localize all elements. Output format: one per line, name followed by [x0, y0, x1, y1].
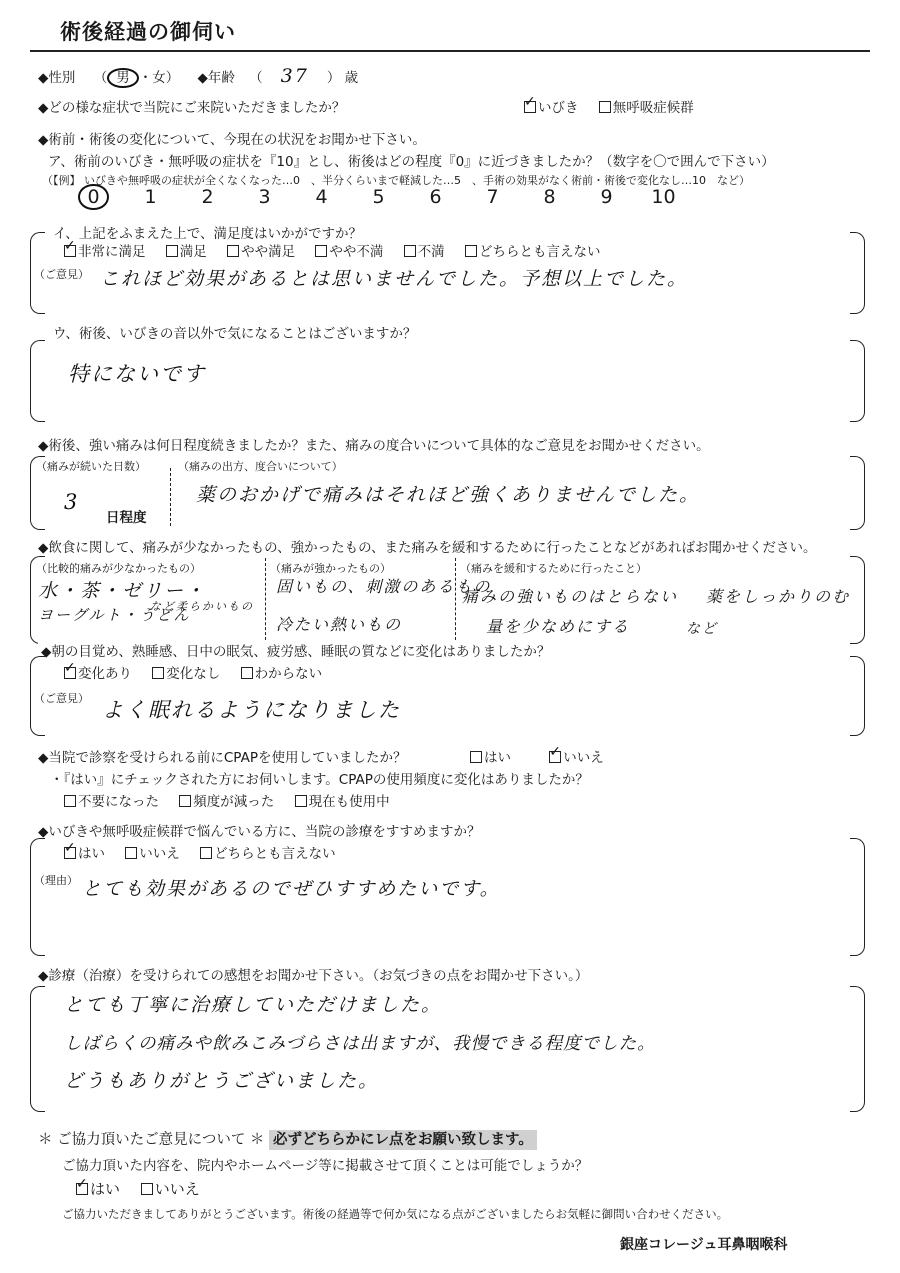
q-change-sub-a: ア、術前のいびき・無呼吸の症状を『10』とし、術後はどの程度『0』に近づきましたか？（数字を〇で囲んで下さい）: [48, 154, 775, 170]
food-strong-label: （痛みが強かったもの）: [270, 562, 391, 575]
scale-3[interactable]: 3: [258, 186, 271, 208]
scale-8[interactable]: 8: [543, 186, 556, 208]
checkbox-recommend-no[interactable]: いいえ: [125, 846, 180, 862]
checkbox-recommend-yes[interactable]: ✓はい: [64, 846, 105, 862]
scale-7[interactable]: 7: [486, 186, 499, 208]
food-strong-line2[interactable]: 冷たい熱いもの: [276, 615, 403, 634]
satisfaction-options: [64, 240, 616, 260]
page-title: 術後経過の御伺い: [60, 20, 236, 44]
checkbox-cpap-no[interactable]: ✓ いいえ: [549, 750, 604, 766]
sleep-options: [64, 662, 338, 682]
title-underline: [30, 50, 870, 52]
q-other-text: ウ、術後、いびきの音以外で気になることはございますか？: [50, 322, 419, 342]
q-change-text: ◆術前・術後の変化について、今現在の状況をお聞かせ下さい。: [38, 132, 426, 148]
food-box-right: [850, 556, 865, 644]
sleep-comment-label: （ご意見）: [34, 692, 89, 705]
checkbox-cpap-yes[interactable]: はい: [470, 750, 511, 766]
satisfaction-box-right: [850, 232, 865, 314]
profile-row: ◆性別 （ 男 ・女） ◆年齢 （ 37 ） 歳: [38, 65, 359, 87]
checkbox-neither[interactable]: どちらとも言えない: [465, 244, 601, 260]
checkbox-dissatisfied[interactable]: 不満: [404, 244, 445, 260]
cpap-sub-options: [64, 790, 406, 810]
checkbox-no-change[interactable]: 変化なし: [152, 666, 220, 682]
checkbox-somewhat-satisfied[interactable]: やや満足: [227, 244, 295, 260]
other-answer[interactable]: 特にないです: [68, 362, 206, 386]
scale-2[interactable]: 2: [201, 186, 214, 208]
sleep-box-right: [850, 656, 865, 736]
food-relief-line4[interactable]: など: [686, 621, 718, 637]
checkbox-changed[interactable]: ✓変化あり: [64, 666, 132, 682]
food-less-line1[interactable]: 水・茶・ゼリー・: [38, 580, 207, 602]
age-value[interactable]: 37: [280, 65, 309, 87]
checkbox-not-needed[interactable]: 不要になった: [64, 794, 159, 810]
severity-scale: [65, 186, 692, 208]
q-symptom-text: ◆どの様な症状で当院にご来院いただきましたか？: [38, 100, 346, 116]
checkbox-snoring[interactable]: ✓ いびき: [524, 100, 579, 116]
pain-days-suffix: 日程度: [106, 510, 147, 526]
cpap-options: [470, 746, 620, 766]
checkbox-less-frequent[interactable]: 頻度が減った: [179, 794, 274, 810]
checkbox-unknown[interactable]: わからない: [241, 666, 323, 682]
pain-degree-answer[interactable]: 薬のおかげで痛みはそれほど強くありませんでした。: [196, 484, 701, 506]
satisfaction-comment[interactable]: これほど効果があるとは思いませんでした。予想以上でした。: [100, 268, 689, 290]
q-satisfaction-text: イ、上記をふまえた上で、満足度はいかがですか？: [50, 222, 365, 242]
q-cpap-text: ◆当院で診察を受けられる前にCPAPを使用していましたか？: [38, 750, 407, 766]
food-relief-line2[interactable]: 量を少なめにする: [486, 617, 631, 636]
checkbox-still-using[interactable]: 現在も使用中: [295, 794, 390, 810]
q-pain-text: ◆術後、強い痛みは何日程度続きましたか？また、痛みの度合いについて具体的なご意見をお聞かせください。: [38, 438, 710, 454]
checkbox-consent-no[interactable]: いいえ: [141, 1180, 200, 1198]
pain-box-right: [850, 456, 865, 530]
checkbox-somewhat-dissatisfied[interactable]: やや不満: [315, 244, 383, 260]
recommend-options: [64, 842, 352, 862]
pain-divider: [170, 468, 171, 526]
scale-6[interactable]: 6: [429, 186, 442, 208]
age-label: ◆年齢: [197, 70, 235, 86]
food-strong-line1[interactable]: 固いもの、刺激のあるもの: [276, 577, 492, 596]
sleep-comment[interactable]: よく眠れるようになりました: [102, 698, 401, 722]
clinic-name: 銀座コレージュ耳鼻咽喉科: [620, 1237, 788, 1253]
impression-line-3[interactable]: どうもありがとうございました。: [64, 1070, 380, 1092]
recommend-box-right: [850, 838, 865, 956]
checkbox-icon: [599, 101, 611, 113]
scale-1[interactable]: 1: [144, 186, 157, 208]
satisfaction-comment-label: （ご意見）: [34, 268, 89, 281]
food-divider-1: [265, 558, 266, 640]
consent-heading: ＊ ご協力頂いたご意見について ＊ 必ずどちらかにレ点をお願い致します。: [38, 1128, 537, 1149]
impression-line-1[interactable]: とても丁寧に治療していただけました。: [64, 994, 443, 1016]
pain-days-value[interactable]: 3: [64, 490, 80, 514]
consent-heading-emphasis: 必ずどちらかにレ点をお願い致します。: [269, 1130, 537, 1150]
recommend-reason-label: （理由）: [34, 874, 78, 887]
food-relief-line3[interactable]: 薬をしっかりのむ: [706, 587, 851, 606]
pain-degree-label: （痛みの出方、度合いについて）: [178, 460, 343, 473]
footer-thanks: ご協力いただきましてありがとうございます。術後の経過等で何か気になる点がございましたらお気軽に御問い合わせください。: [62, 1207, 729, 1221]
recommend-reason[interactable]: とても効果があるのでぜひすすめたいです。: [82, 878, 501, 900]
impression-line-2[interactable]: しばらくの痛みや飲みこみづらさは出ますが、我慢できる程度でした。: [64, 1034, 656, 1054]
other-box-left: [30, 340, 45, 422]
food-less-label: （比較的痛みが少なかったもの）: [36, 562, 201, 575]
scale-0[interactable]: 0: [65, 186, 122, 208]
checkbox-satisfied[interactable]: 満足: [166, 244, 207, 260]
impression-box-right: [850, 986, 865, 1112]
sex-male-selected[interactable]: 男: [107, 68, 139, 88]
food-divider-2: [455, 558, 456, 640]
checkbox-recommend-neither[interactable]: どちらとも言えない: [200, 846, 336, 862]
q-recommend-text: ◆いびきや無呼吸症候群で悩んでいる方に、当院の診療をすすめますか？: [38, 824, 481, 840]
q-sleep-text: ◆朝の目覚め、熟睡感、日中の眠気、疲労感、睡眠の質などに変化はありましたか？: [38, 640, 553, 660]
checkbox-consent-yes[interactable]: ✓はい: [76, 1180, 120, 1198]
sex-label: ◆性別: [38, 70, 76, 86]
q-impression-text: ◆診療（治療）を受けられての感想をお聞かせ下さい。（お気づきの点をお聞かせ下さい。）: [38, 968, 589, 984]
q-change-example: （【例】 いびきや無呼吸の症状が全くなくなった…0 、半分くらいまで軽減した…5 、手術の効果がなく術前・術後で変化なし…10 など）: [42, 174, 750, 187]
recommend-box-left: [30, 838, 45, 956]
scale-4[interactable]: 4: [315, 186, 328, 208]
pain-days-label: （痛みが続いた日数）: [36, 460, 146, 473]
scale-10[interactable]: 10: [651, 186, 676, 208]
food-relief-label: （痛みを緩和するために行ったこと）: [460, 562, 647, 575]
sex-female-option[interactable]: 女: [152, 70, 166, 86]
consent-text: ご協力頂いた内容を、院内やホームページ等に掲載させて頂くことは可能でしょうか？: [62, 1158, 589, 1174]
q-cpap-sub-text: ・『はい』にチェックされた方にお伺いします。CPAPの使用頻度に変化はありましたか？: [50, 772, 589, 788]
checkbox-apnea[interactable]: 無呼吸症候群: [599, 100, 694, 116]
food-less-line2[interactable]: ヨーグルト・うどん: [38, 606, 191, 624]
checkbox-very-satisfied[interactable]: ✓非常に満足: [64, 244, 146, 260]
check-mark-icon: [524, 101, 536, 113]
scale-9[interactable]: 9: [600, 186, 613, 208]
impression-box-left: [30, 986, 45, 1112]
consent-options: [76, 1178, 216, 1199]
other-box-right: [850, 340, 865, 422]
food-relief-line1[interactable]: 痛みの強いものはとらない: [462, 587, 679, 606]
scale-5[interactable]: 5: [372, 186, 385, 208]
q-food-text: ◆飲食に関して、痛みが少なかったもの、強かったもの、また痛みを緩和するために行ったことなどがあればお聞かせください。: [38, 540, 817, 556]
q-symptom-options: [524, 96, 710, 116]
age-unit: 歳: [344, 70, 359, 86]
food-less-line3[interactable]: など柔らかいもの: [150, 600, 254, 613]
